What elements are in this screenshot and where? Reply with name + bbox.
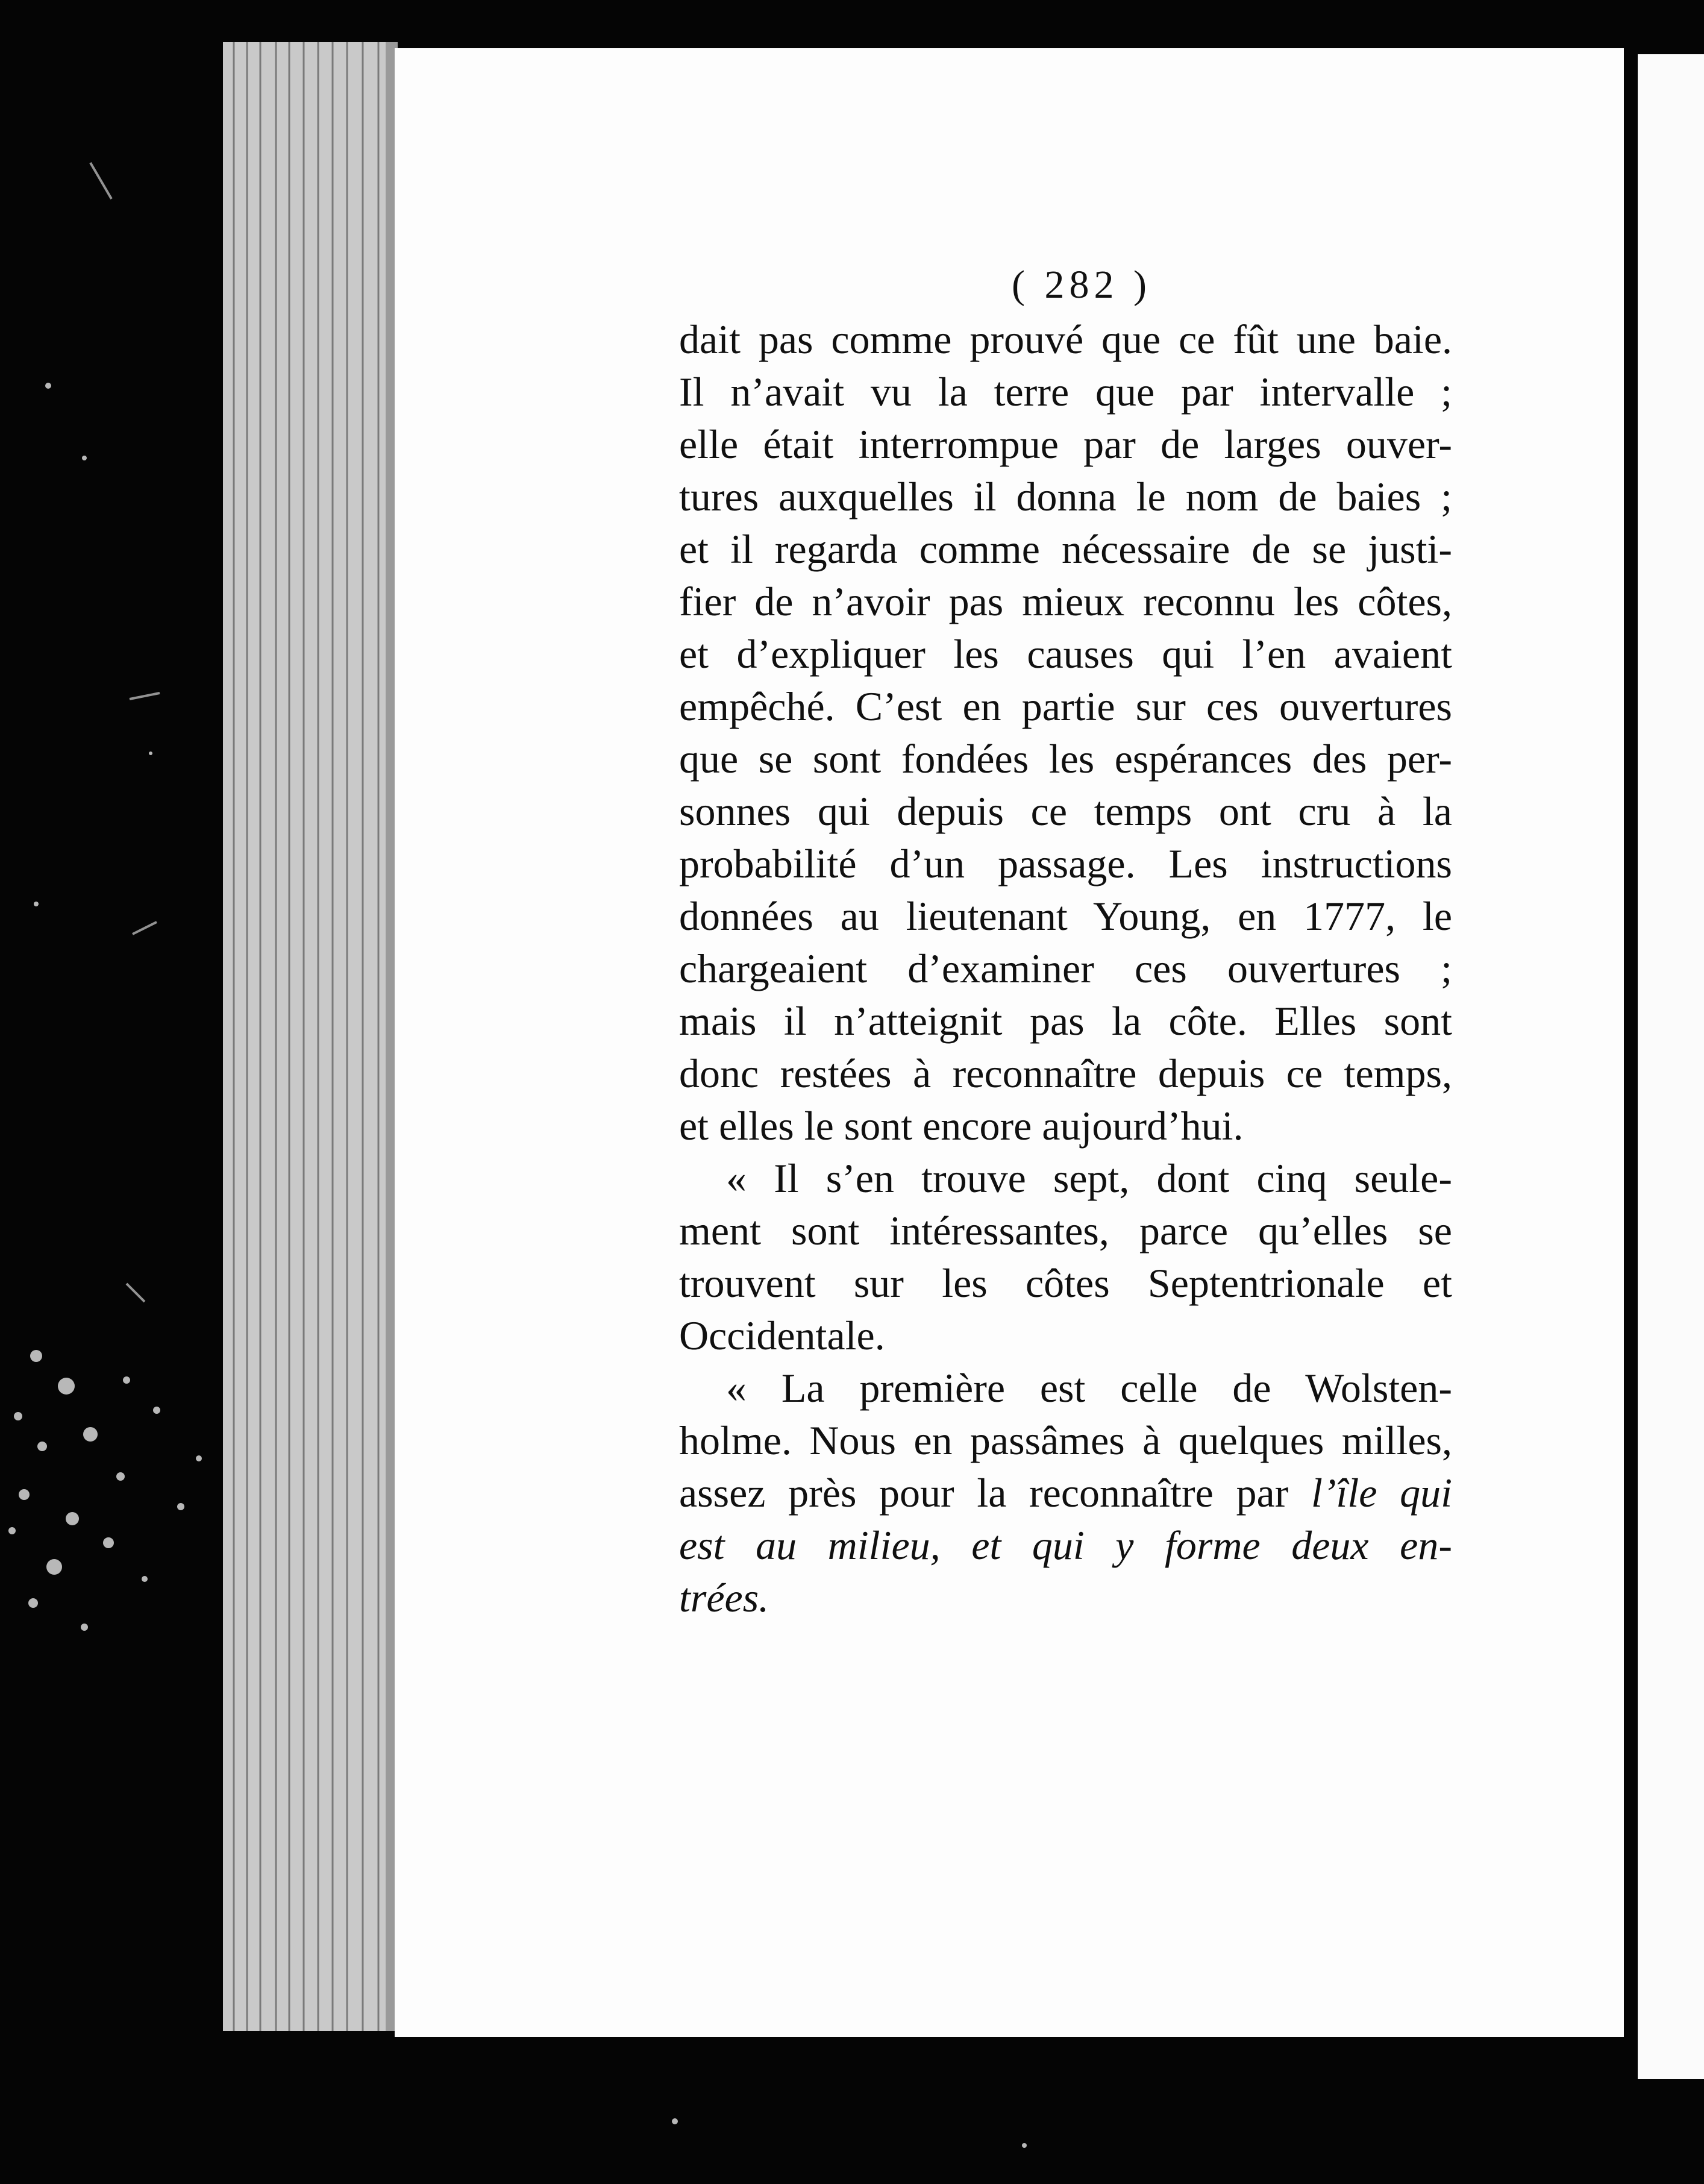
text-line: elle était interrompue par de larges ouver-	[679, 421, 1452, 467]
text-line: mais il n’atteignit pas la côte. Elles sont	[679, 998, 1452, 1044]
text-line: empêché. C’est en partie sur ces ouvertures	[679, 683, 1452, 729]
text-line: probabilité d’un passage. Les instructions	[679, 841, 1452, 886]
text-line: chargeaient d’examiner ces ouvertures ;	[679, 946, 1452, 991]
text-line: Occidentale.	[679, 1313, 885, 1358]
text-line-roman: assez près pour la reconnaître par	[679, 1470, 1289, 1516]
page-text	[679, 313, 1452, 1624]
text-line-italic: l’île qui	[1311, 1470, 1452, 1516]
text-line: que se sont fondées les espérances des per-	[679, 736, 1452, 782]
text-line: et d’expliquer les causes qui l’en avaient	[679, 631, 1452, 677]
text-line: trées.	[679, 1575, 769, 1621]
page-number: ( 282 )	[1012, 263, 1151, 307]
book-page-edges	[223, 42, 398, 2031]
text-line: donc restées à reconnaître depuis ce temps,	[679, 1050, 1452, 1096]
text-line: trouvent sur les côtes Septentrionale et	[679, 1260, 1452, 1306]
text-line: Il n’avait vu la terre que par intervalle ;	[679, 369, 1452, 415]
text-line: dait pas comme prouvé que ce fût une baie.	[679, 316, 1452, 362]
text-line: tures auxquelles il donna le nom de baies ;	[679, 474, 1452, 519]
text-line: sonnes qui depuis ce temps ont cru à la	[679, 788, 1452, 834]
facing-page-edge	[1638, 54, 1704, 2079]
text-line: « Il s’en trouve sept, dont cinq seule-	[726, 1155, 1452, 1201]
text-line: « La première est celle de Wolsten-	[726, 1365, 1452, 1411]
text-line: fier de n’avoir pas mieux reconnu les côtes,	[679, 579, 1452, 624]
text-line: est au milieu, et qui y forme deux en-	[679, 1522, 1452, 1568]
text-line	[679, 1467, 1452, 1519]
text-line: données au lieutenant Young, en 1777, le	[679, 893, 1452, 939]
text-line: holme. Nous en passâmes à quelques milles,	[679, 1417, 1452, 1463]
text-line: et il regarda comme nécessaire de se justi-	[679, 526, 1452, 572]
text-line: ment sont intéressantes, parce qu’elles se	[679, 1208, 1452, 1254]
text-line: et elles le sont encore aujourd’hui.	[679, 1103, 1244, 1149]
